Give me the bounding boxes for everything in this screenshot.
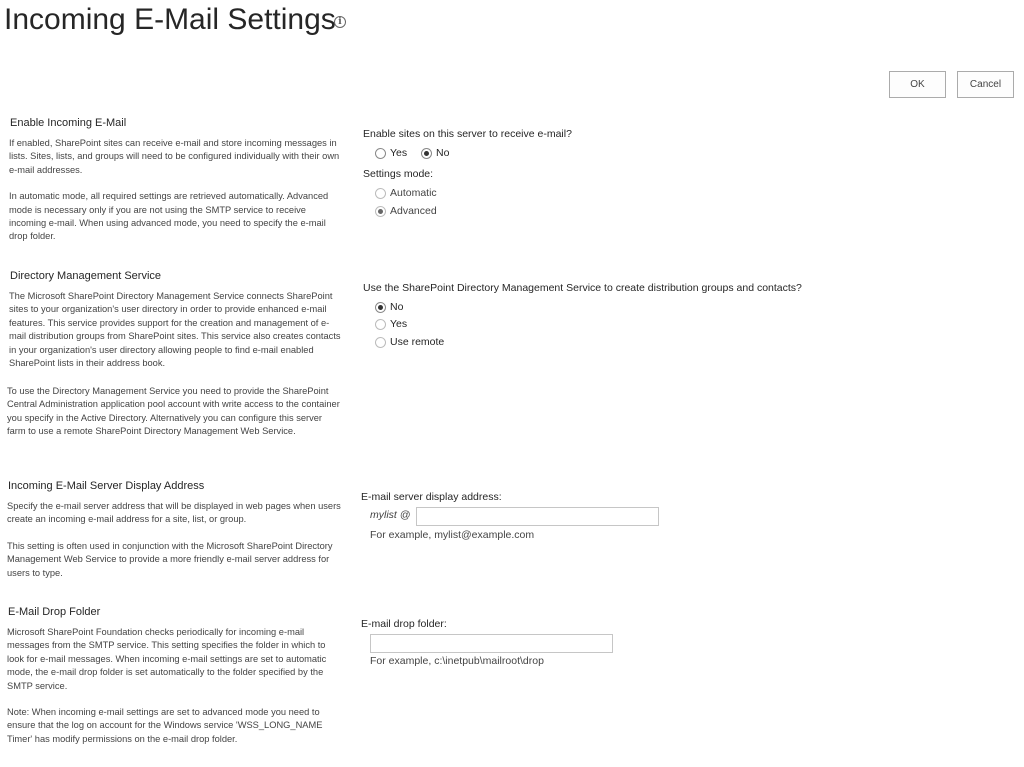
radio-button bbox=[375, 188, 386, 199]
display-address-input[interactable] bbox=[416, 507, 659, 526]
directory-use-remote-radio-option[interactable] bbox=[375, 335, 444, 349]
radio-button[interactable] bbox=[375, 337, 386, 348]
description-paragraph: Microsoft SharePoint Foundation checks periodically for incoming e-mail messages from the SMTP service. This setting specifies the folder in which to look for e-mail messages. When incoming e-mail settings are set to automatic mode, the e-mail drop folder is set automatically to the folder specified by the SMTP service. bbox=[7, 627, 327, 691]
directory-no-radio-option[interactable] bbox=[375, 300, 403, 314]
display-address-label: E-mail server display address: bbox=[361, 491, 502, 503]
directory-service-question: Use the SharePoint Directory Management Service to create distribution groups and contacts? bbox=[363, 282, 802, 294]
description-paragraph: Note: When incoming e-mail settings are set to advanced mode you need to ensure that the log on account for the Windows service 'WSS_LONG_NAME Timer' has modify permissions on the e-mail drop folder. bbox=[7, 707, 323, 744]
section-description-drop-folder bbox=[7, 626, 341, 746]
radio-button[interactable] bbox=[375, 148, 386, 159]
section-title-directory-management: Directory Management Service bbox=[10, 270, 162, 282]
description-paragraph: To use the Directory Management Service you need to provide the SharePoint Central Administration application pool account with write access to the container you specify in the Active Directory. Alternatively you can configure this server farm to use a remote SharePoint Directory Management Web Service. bbox=[7, 386, 340, 437]
page-title: Incoming E-Mail Settings bbox=[4, 3, 336, 36]
ok-button[interactable]: OK bbox=[889, 71, 946, 98]
radio-button[interactable] bbox=[421, 148, 432, 159]
info-icon[interactable]: i bbox=[334, 16, 346, 28]
radio-label: No bbox=[436, 147, 450, 159]
radio-button[interactable] bbox=[375, 319, 386, 330]
section-description-directory bbox=[9, 290, 343, 370]
radio-button[interactable] bbox=[375, 302, 386, 313]
radio-button bbox=[375, 206, 386, 217]
radio-label: Use remote bbox=[390, 336, 445, 348]
radio-label: Yes bbox=[390, 318, 408, 330]
directory-yes-radio-option[interactable] bbox=[375, 317, 407, 331]
section-title-drop-folder: E-Mail Drop Folder bbox=[8, 606, 101, 618]
enable-yes-radio-option[interactable] bbox=[375, 146, 407, 160]
radio-label: Yes bbox=[390, 147, 408, 159]
description-paragraph: Specify the e-mail server address that will be displayed in web pages when users create an incoming e-mail address for a site, list, or group. bbox=[7, 501, 341, 525]
description-paragraph: The Microsoft SharePoint Directory Management Service connects SharePoint sites to your organization's user directory in order to provide enhanced e-mail features. This service provides support for the creation and management of e-mail distribution groups from SharePoint sites. This service also creates contacts in your organization's user directory allowing people to find e-mail enabled SharePoint lists in their address book. bbox=[9, 291, 341, 369]
section-title-enable-incoming-email: Enable Incoming E-Mail bbox=[10, 117, 127, 129]
description-paragraph: In automatic mode, all required settings are retrieved automatically. Advanced mode is necessary only if you are not using the SMTP service to receive incoming e-mail. When using advanced mode, you need to specify the e-mail drop folder. bbox=[9, 191, 329, 242]
section-description-directory-2 bbox=[7, 385, 341, 439]
mode-advanced-radio-option bbox=[375, 204, 437, 218]
enable-no-radio-option[interactable] bbox=[421, 146, 449, 160]
settings-mode-label: Settings mode: bbox=[363, 168, 434, 180]
description-paragraph: If enabled, SharePoint sites can receive e-mail and store incoming messages in lists. Sites, lists, and groups will need to be configured individually with their own e-mail addresses. bbox=[9, 138, 340, 175]
drop-folder-label: E-mail drop folder: bbox=[361, 618, 447, 630]
drop-folder-input[interactable] bbox=[370, 634, 613, 653]
mode-automatic-radio-option bbox=[375, 186, 437, 200]
radio-label: Automatic bbox=[390, 187, 437, 199]
section-title-display-address: Incoming E-Mail Server Display Address bbox=[8, 480, 205, 492]
cancel-button[interactable]: Cancel bbox=[957, 71, 1014, 98]
section-description-display-address bbox=[7, 500, 341, 580]
email-prefix-label: mylist @ bbox=[370, 509, 411, 521]
section-description-enable bbox=[9, 137, 343, 244]
enable-email-question: Enable sites on this server to receive e-mail? bbox=[363, 128, 572, 140]
display-address-example: For example, mylist@example.com bbox=[370, 529, 535, 541]
radio-label: Advanced bbox=[390, 205, 437, 217]
drop-folder-example: For example, c:\inetpub\mailroot\drop bbox=[370, 655, 544, 667]
radio-label: No bbox=[390, 301, 404, 313]
description-paragraph: This setting is often used in conjunction with the Microsoft SharePoint Directory Management Web Service to provide a more friendly e-mail server address for users to type. bbox=[7, 540, 333, 578]
